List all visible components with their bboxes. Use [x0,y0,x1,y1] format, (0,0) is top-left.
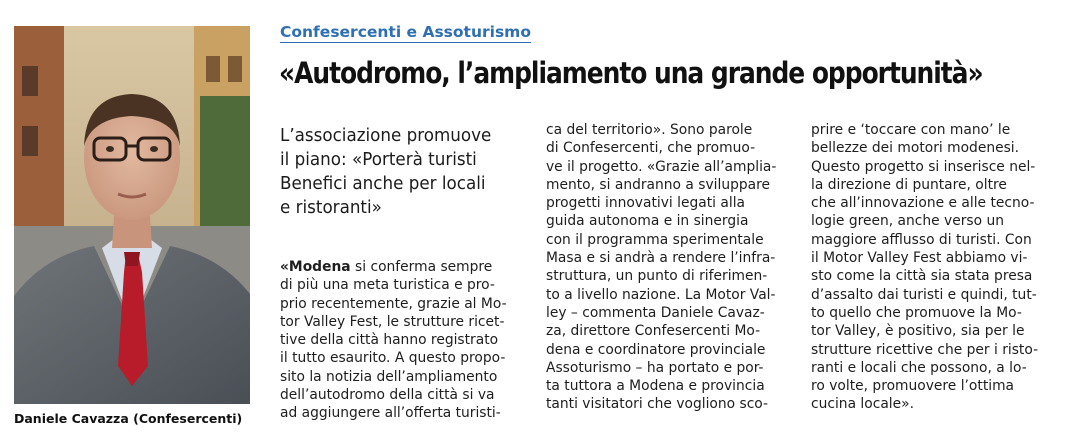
body-line: prio recentemente, grazie al Mo- [280,295,507,312]
body-line: za, direttore Confesercenti Mo- [546,323,761,340]
body-line: bellezze dei motori modenesi. [811,140,1020,157]
body-line: si conferma sempre [350,259,493,275]
body-line: dena e coordinatore provinciale [546,341,766,358]
body-lead-word: «Modena [280,259,351,275]
body-line: sito la notizia dell’ampliamento [280,368,498,385]
body-line: ve il progetto. «Grazie all’amplia- [546,158,777,175]
body-line: ta tuttora a Modena e provincia [546,378,765,395]
body-line: strutture ricettive che per i risto- [811,341,1039,358]
lead-standfirst [280,124,530,220]
body-line-first [280,258,517,276]
body-line: to a livello nazione. La Motor Val- [546,286,776,303]
body-line: il tutto esaurito. A questo propo- [280,350,506,367]
headline: «Autodromo, l’ampliamento una grande opportunità» [279,56,983,90]
body-line: ad aggiungere all’offerta turisti- [280,405,501,422]
portrait-photo [14,26,250,404]
body-line: cucina locale». [811,396,915,413]
body-line: Assoturismo – ha portato e por- [546,359,764,376]
photo-caption: Daniele Cavazza (Confesercenti) [14,411,243,426]
body-line: la direzione di puntare, oltre [811,176,1007,193]
body-line: ro volte, promuovere l’ottima [811,378,1015,395]
body-line: ranti e locali che possono, a lo- [811,359,1027,376]
body-line: progetti innovativi legati alla [546,195,746,212]
body-line: tanti visitatori che vogliono sco- [546,396,769,413]
body-line: tor Valley Fest, le strutture ricet- [280,313,505,330]
body-column-2 [546,121,786,414]
body-line: tor Valley, è positivo, sia per le [811,323,1025,340]
body-line: Masa e si andrà a rendere l’infra- [546,250,776,267]
body-line: di più una meta turistica e pro- [280,277,495,294]
body-line: logie green, anche verso un [811,213,1004,230]
body-line: d’assalto dai turisti e quindi, tut- [811,286,1037,303]
body-line: struttura, un punto di riferimen- [546,268,768,285]
body-line: che all’innovazione e alle tecno- [811,195,1035,212]
body-line: prire e ‘toccare con mano’ le [811,122,1011,138]
body-line: maggiore afflusso di turisti. Con [811,231,1032,248]
body-line: ca del territorio». Sono parole [546,122,753,138]
section-kicker: Confesercenti e Assoturismo [280,23,531,41]
lead-line: L’associazione promuove [280,125,492,146]
lead-line: il piano: «Porterà turisti [280,149,477,170]
body-line: di Confesercenti, che promuo- [546,140,756,157]
body-line: ley – commenta Daniele Cavaz- [546,304,765,321]
body-line: dell’autodromo della città si va [280,387,495,404]
body-line: tive della città hanno registrato [280,332,499,349]
body-column-3 [811,121,1051,414]
lead-line: Benefici anche per locali [280,173,486,194]
body-line: to quello che promuove la Mo- [811,304,1022,321]
body-line: il Motor Valley Fest abbiamo vi- [811,250,1028,267]
body-line: sto come la città sia stata presa [811,268,1033,285]
body-column-1 [280,258,520,423]
body-line: mento, si andranno a sviluppare [546,176,770,193]
body-line: con il programma sperimentale [546,231,764,248]
body-line: guida autonoma e in sinergia [546,213,749,230]
lead-line: e ristoranti» [280,197,382,218]
body-line: Questo progetto si inserisce nel- [811,158,1036,175]
